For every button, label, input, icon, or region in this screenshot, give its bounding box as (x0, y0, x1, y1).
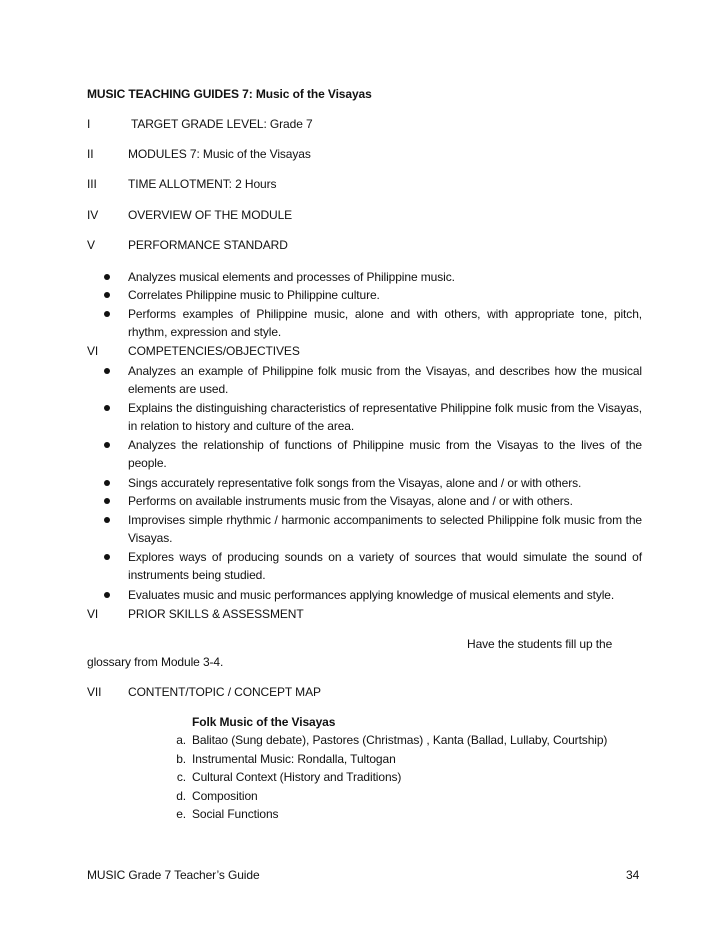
footer-text: MUSIC Grade 7 Teacher’s Guide (87, 868, 260, 882)
list-item: Instrumental Music: Rondalla, Tultogan (192, 752, 396, 766)
list-marker: c. (176, 770, 186, 784)
section-number: I (87, 117, 91, 131)
bullet-icon (104, 498, 110, 504)
section-number: V (87, 238, 95, 252)
list-item: Social Functions (192, 807, 279, 821)
bullet-icon (104, 274, 110, 280)
list-item: Correlates Philippine music to Philippine culture. (128, 288, 380, 302)
list-item: Sings accurately representative folk songs from the Visayas, alone and / or with others. (128, 476, 582, 490)
bullet-icon (104, 592, 110, 598)
list-item: Explores ways of producing sounds on a variety of sources that would simulate the sound of instruments being studied. (128, 550, 642, 582)
list-item: Performs on available instruments music from the Visayas, alone and / or with others. (128, 494, 573, 508)
section-heading: COMPETENCIES/OBJECTIVES (128, 344, 300, 358)
section-heading: OVERVIEW OF THE MODULE (128, 208, 293, 222)
assessment-text: Have the students fill up the (467, 637, 613, 651)
section-heading: MODULES 7: Music of the Visayas (128, 147, 311, 161)
section-heading: TIME ALLOTMENT: 2 Hours (128, 177, 277, 191)
bullet-icon (104, 292, 110, 298)
bullet-icon (104, 517, 110, 523)
list-item: Explains the distinguishing characteristics of representative Philippine folk music from the Visayas, in relation to history and culture of the area. (128, 401, 642, 433)
bullet-icon (104, 480, 110, 486)
list-item: Balitao (Sung debate), Pastores (Christmas) , Kanta (Ballad, Lullaby, Courtship) (192, 733, 608, 747)
page-number: 34 (626, 868, 640, 882)
list-item: Performs examples of Philippine music, alone and with others, with appropriate tone, pitch, rhythm, expression and style. (128, 307, 642, 339)
section-heading: PRIOR SKILLS & ASSESSMENT (128, 607, 304, 621)
section-number: III (87, 177, 97, 191)
section-number: IV (87, 208, 99, 222)
section-heading: TARGET GRADE LEVEL: Grade 7 (131, 117, 313, 131)
bullet-icon (104, 311, 110, 317)
concept-map-heading: Folk Music of the Visayas (192, 715, 336, 729)
list-item: Analyzes musical elements and processes of Philippine music. (128, 270, 455, 284)
list-item: Analyzes an example of Philippine folk music from the Visayas, and describes how the musical elements are used. (128, 364, 642, 396)
list-item: Composition (192, 789, 258, 803)
section-number: VII (87, 685, 102, 699)
list-marker: e. (176, 807, 186, 821)
list-item: Improvises simple rhythmic / harmonic accompaniments to selected Philippine folk music from the Visayas. (128, 513, 642, 545)
section-number: VI (87, 607, 99, 621)
bullet-icon (104, 405, 110, 411)
bullet-icon (104, 554, 110, 560)
section-number: II (87, 147, 94, 161)
list-marker: b. (176, 752, 186, 766)
assessment-text: glossary from Module 3-4. (87, 655, 224, 669)
list-marker: a. (176, 733, 186, 747)
section-heading: CONTENT/TOPIC / CONCEPT MAP (128, 685, 321, 699)
section-heading: PERFORMANCE STANDARD (128, 238, 288, 252)
list-item: Cultural Context (History and Traditions) (192, 770, 402, 784)
section-number: VI (87, 344, 99, 358)
bullet-icon (104, 368, 110, 374)
list-item: Evaluates music and music performances applying knowledge of musical elements and style. (128, 588, 615, 602)
list-marker: d. (176, 789, 186, 803)
page-title: MUSIC TEACHING GUIDES 7: Music of the Visayas (87, 87, 372, 101)
list-item: Analyzes the relationship of functions of Philippine music from the Visayas to the lives of the people. (128, 438, 642, 470)
bullet-icon (104, 442, 110, 448)
